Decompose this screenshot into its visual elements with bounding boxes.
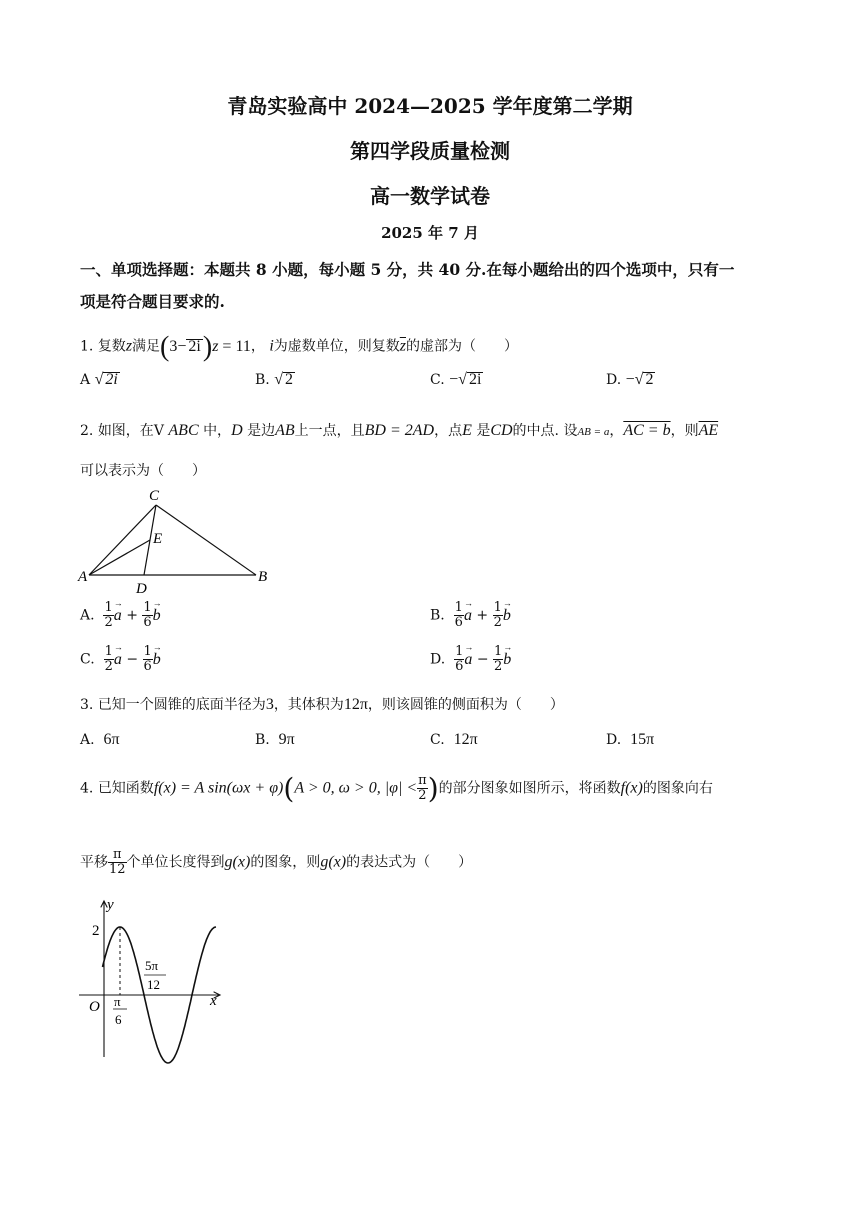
label-d: D: [136, 581, 147, 597]
question-1: 1. 复数z满足(3− 2i)z = 11， i为虚数单位，则复数$\overline{z}$的虚部为（ ）: [80, 331, 518, 362]
question-2: 2. 如图，在V ABC 中，D 是边AB上一点，且BD = 2AD，点E 是CD的中点. 设AB = a，AC = b，则$\overline{AE}$: [80, 422, 719, 439]
q1-number: 1.: [80, 338, 94, 355]
exam-title-line1: 青岛实验高中 2024—2025 学年度第二学期: [227, 94, 633, 118]
question-3: 3. 已知一个圆锥的底面半径为3，其体积为12π，则该圆锥的侧面积为（ ）: [80, 696, 564, 713]
exam-title-line2: 第四学段质量检测: [350, 139, 510, 163]
max-value-label: 2: [92, 923, 100, 939]
triangle-figure: [76, 485, 276, 597]
q1-text: 满足: [132, 338, 161, 355]
q1-option-c: C. −√ 2i: [430, 371, 482, 388]
tick-5pi12-den: 12: [147, 977, 160, 992]
q2-option-a: A. $\frac{1}{2}$ → a + $\frac{1}{6}$ → b: [80, 601, 161, 630]
q1-option-d: D. −√ 2: [606, 371, 654, 388]
tick-5pi12-num: 5π: [145, 958, 159, 973]
x-axis-label: x: [210, 993, 217, 1009]
q2-option-d: D. $\frac{1}{6}$ → a − $\frac{1}{2}$ → b: [430, 645, 511, 674]
q1-i: i: [269, 337, 274, 355]
q1-zbar: $\overline{z}$: [399, 337, 406, 355]
q1-z: z: [125, 337, 133, 355]
origin-label: O: [89, 999, 100, 1015]
q3-option-a: A. 6π: [80, 731, 120, 748]
exam-title-line3: 高一数学试卷: [370, 184, 490, 208]
q1-option-b: B. √ 2: [255, 371, 293, 388]
question-4-cont: 平移 $\frac{\pi}{12}$ 个单位长度得到g(x)的图象，则g(x)的表达式为（ ）: [80, 847, 473, 877]
section1-heading: 一、单项选择题：本题共 8 小题，每小题 5 分，共 40 分.在每小题给出的四个选项中，只有一: [80, 260, 735, 279]
label-a: A: [78, 569, 88, 585]
question-2-cont: 可以表示为（ ）: [80, 463, 206, 479]
tick-pi6-den: 6: [115, 1012, 122, 1027]
q2-option-c: C. $\frac{1}{2}$ → a − $\frac{1}{6}$ → b: [80, 645, 161, 674]
label-c: C: [149, 488, 160, 504]
q2-option-b: B. $\frac{1}{6}$ → a + $\frac{1}{2}$ → b: [430, 601, 511, 630]
tick-pi6-num: π: [114, 994, 121, 1009]
label-b: B: [258, 569, 268, 585]
q3-option-d: D. 15π: [606, 731, 655, 748]
y-axis-label: y: [107, 897, 114, 913]
label-e: E: [153, 531, 163, 547]
sine-graph-figure: [74, 895, 234, 1065]
segment-cb: [156, 505, 256, 575]
exam-date: 2025 年 7 月: [381, 224, 479, 242]
segment-ae: [89, 540, 150, 575]
q3-option-c: C. 12π: [430, 731, 478, 748]
q3-option-b: B. 9π: [255, 731, 295, 748]
section1-heading-cont: 项是符合题目要求的.: [80, 292, 225, 311]
q1-text: 复数: [97, 338, 126, 355]
question-4: 4. 已知函数f(x) = A sin(ωx + φ)(A > 0, ω > 0, |φ| < $\frac{\pi}{2}$ )的部分图象如图所示，将函数f(x)的图象向右: [80, 772, 713, 805]
q1-equation: (3− 2i)z = 11: [160, 331, 251, 362]
q1-option-a: A √ 2i: [80, 371, 118, 388]
